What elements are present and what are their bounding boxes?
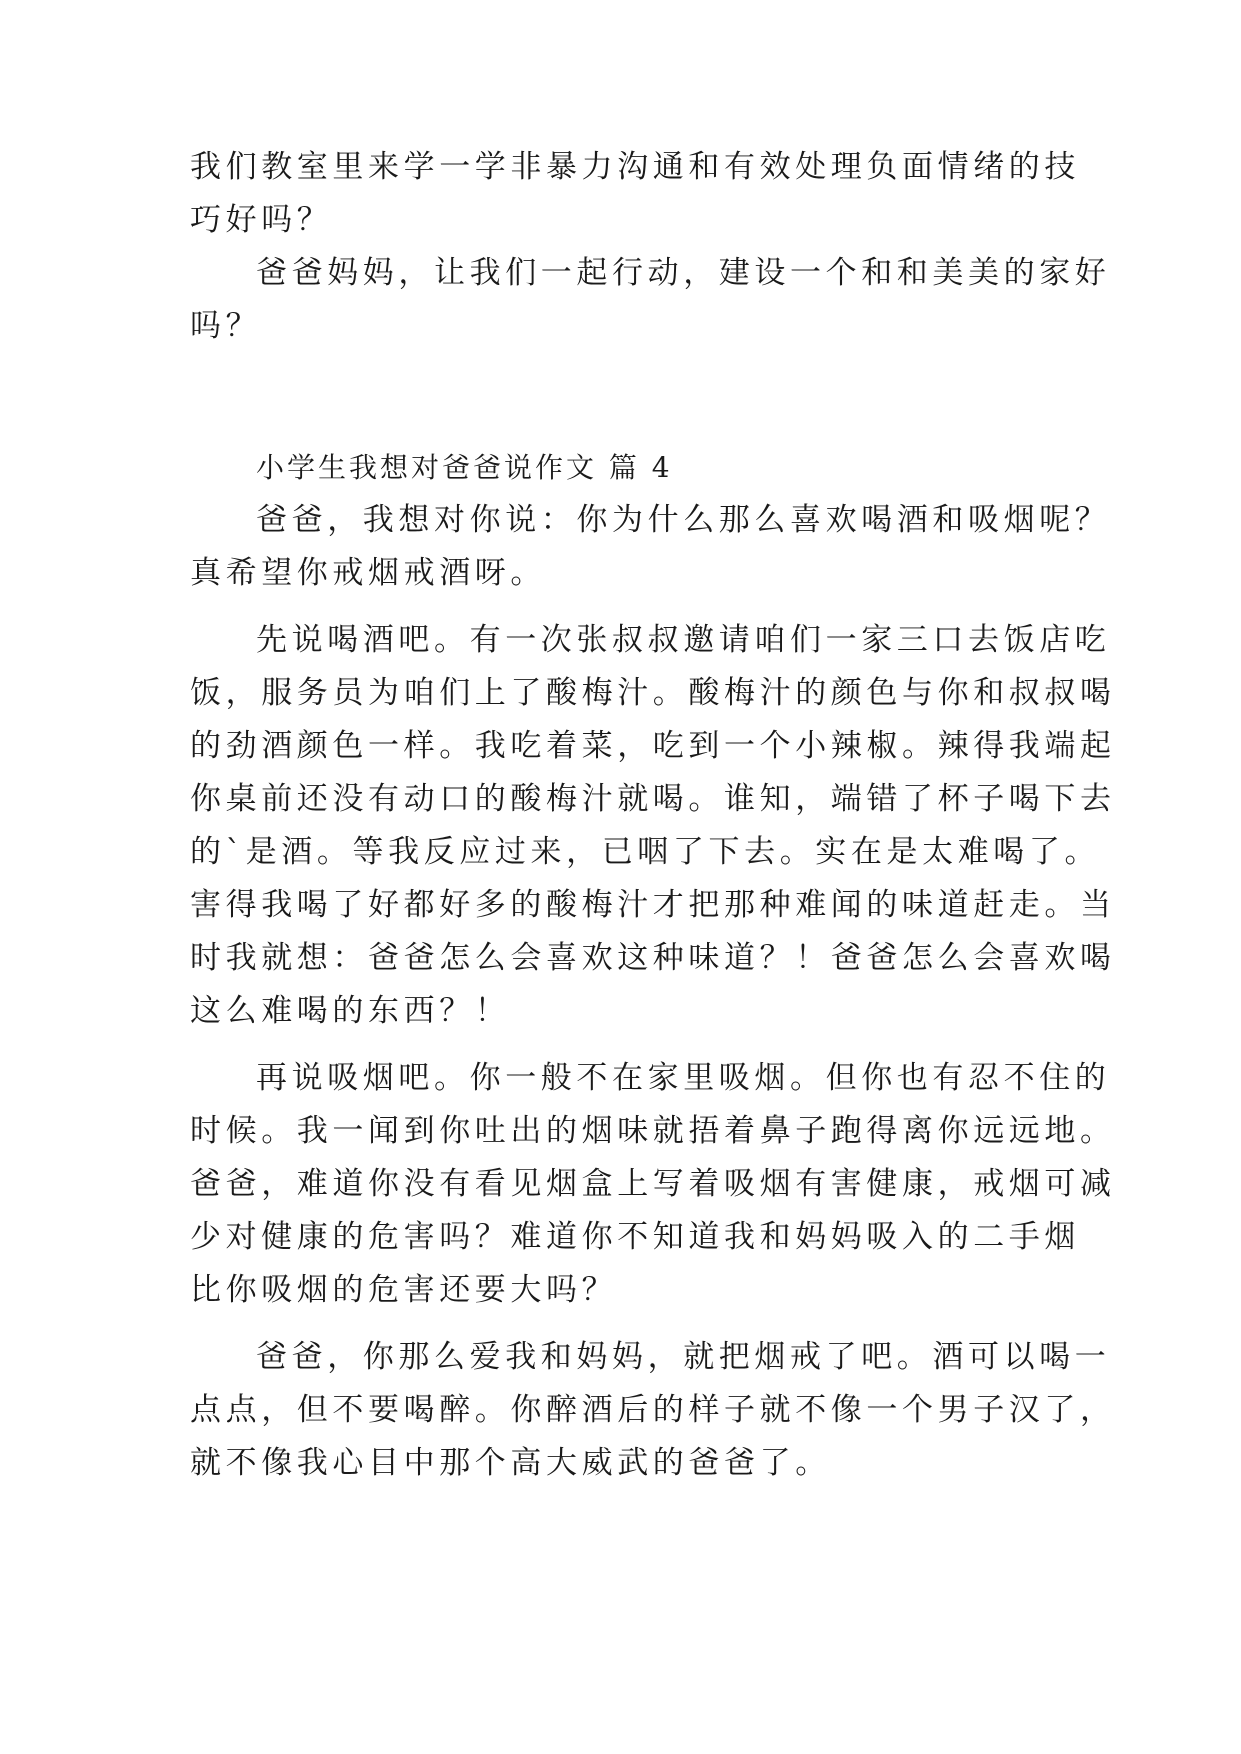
text-line: 比你吸烟的危害还要大吗？	[190, 1272, 618, 1308]
text-line: 真希望你戒烟戒酒呀。	[190, 555, 546, 591]
text-line: 爸爸，你那么爱我和妈妈，就把烟戒了吧。酒可以喝一	[256, 1339, 1111, 1375]
text-line: 的`是酒。等我反应过来，已咽了下去。实在是太难喝了。	[190, 834, 1101, 870]
text-line: 时候。我一闻到你吐出的烟味就捂着鼻子跑得离你远远地。	[190, 1113, 1116, 1149]
text-line: 爸爸，难道你没有看见烟盒上写着吸烟有害健康，戒烟可减	[190, 1166, 1116, 1202]
text-line: 我们教室里来学一学非暴力沟通和有效处理负面情绪的技	[190, 149, 1080, 185]
text-line: 时我就想：爸爸怎么会喜欢这种味道？！爸爸怎么会喜欢喝	[190, 940, 1116, 976]
text-line: 就不像我心目中那个高大威武的爸爸了。	[190, 1445, 831, 1481]
text-line: 少对健康的危害吗？难道你不知道我和妈妈吸入的二手烟	[190, 1219, 1080, 1255]
text-line: 的劲酒颜色一样。我吃着菜，吃到一个小辣椒。辣得我端起	[190, 728, 1116, 764]
essay-heading: 小学生我想对爸爸说作文 篇 4	[256, 451, 673, 484]
text-line: 先说喝酒吧。有一次张叔叔邀请咱们一家三口去饭店吃	[256, 622, 1111, 658]
text-line: 巧好吗？	[190, 202, 333, 238]
text-line: 害得我喝了好都好多的酸梅汁才把那种难闻的味道赶走。当	[190, 887, 1116, 923]
text-line: 爸爸，我想对你说：你为什么那么喜欢喝酒和吸烟呢？	[256, 502, 1111, 538]
text-line: 你桌前还没有动口的酸梅汁就喝。谁知，端错了杯子喝下去	[190, 781, 1116, 817]
text-line: 这么难喝的东西？！	[190, 993, 511, 1029]
text-line: 点点，但不要喝醉。你醉酒后的样子就不像一个男子汉了，	[190, 1392, 1116, 1428]
text-line: 爸爸妈妈，让我们一起行动，建设一个和和美美的家好	[256, 255, 1111, 291]
text-line: 吗？	[190, 308, 262, 344]
text-line: 饭，服务员为咱们上了酸梅汁。酸梅汁的颜色与你和叔叔喝	[190, 675, 1116, 711]
text-line: 再说吸烟吧。你一般不在家里吸烟。但你也有忍不住的	[256, 1060, 1111, 1096]
